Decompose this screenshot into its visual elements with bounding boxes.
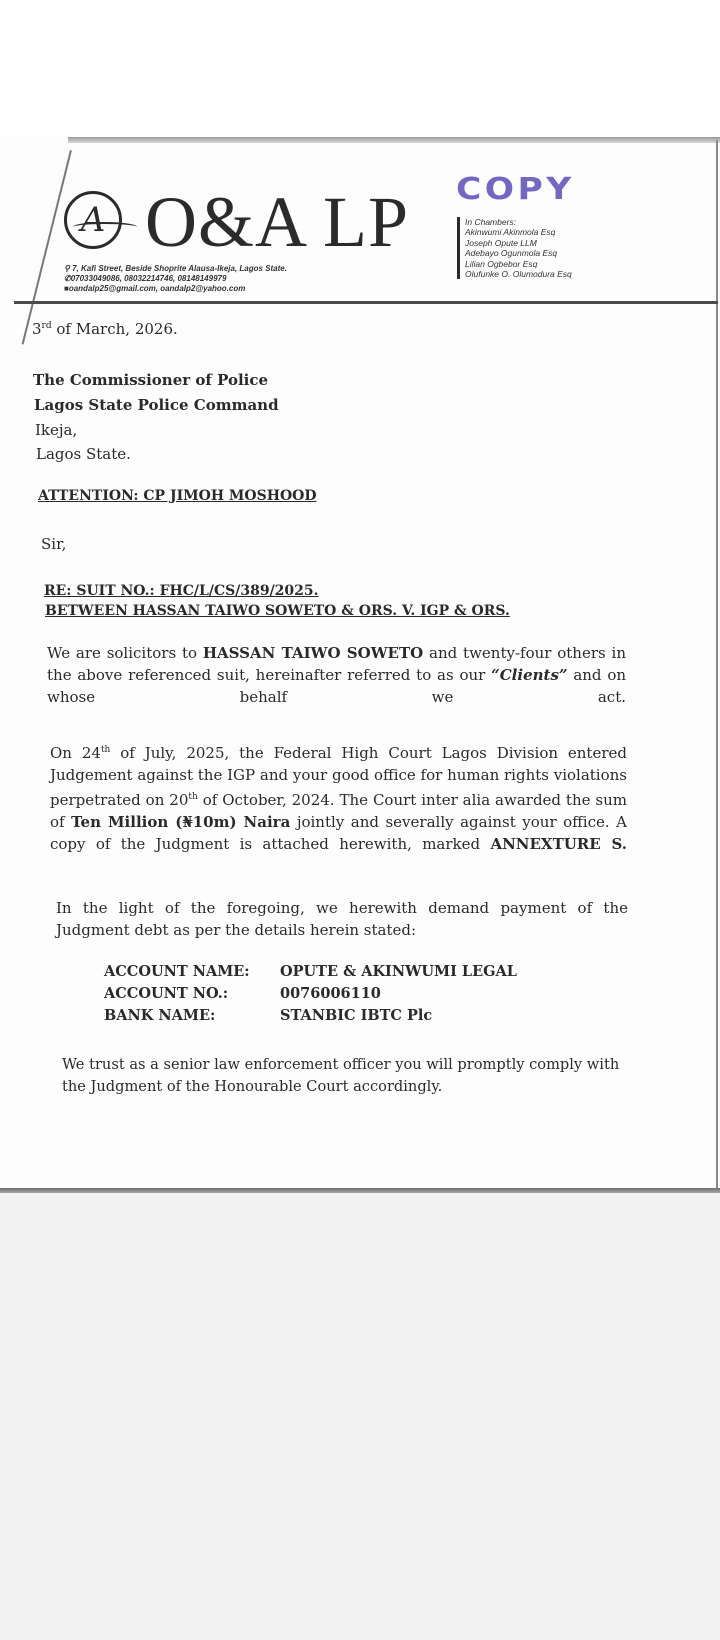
attention-line: ATTENTION: CP JIMOH MOSHOOD bbox=[38, 488, 317, 504]
recipient-line: Lagos State Police Command bbox=[34, 396, 279, 414]
chambers-member: Joseph Opute LLM bbox=[465, 237, 537, 248]
p2-sup: th bbox=[188, 792, 198, 802]
bank-name-value: STANBIC IBTC Plc bbox=[280, 1007, 433, 1024]
salutation: Sir, bbox=[41, 535, 67, 553]
p1-client-name: HASSAN TAIWO SOWETO bbox=[202, 644, 424, 662]
account-name-label: ACCOUNT NAME: bbox=[104, 963, 250, 980]
p2-text: of July, 2025, the Federal High Court Lagos Division entered Judgement against the IGP and your good office for human rights violations perpetrated on 20 bbox=[50, 744, 627, 809]
chambers-member: Akinwumi Akinmola Esq bbox=[465, 227, 556, 238]
paragraph-closing: We trust as a senior law enforcement officer you will promptly comply with the Judgment of the Honourable Court accordingly. bbox=[62, 1056, 620, 1095]
chambers-heading: In Chambers: bbox=[465, 217, 517, 227]
p2-text: of October, 2024. The Court inter alia awarded the sum of bbox=[50, 791, 627, 831]
firm-logo bbox=[64, 191, 122, 249]
date-rest: of March, 2026. bbox=[51, 320, 178, 338]
address-line: ⚲ 7, Kafi Street, Beside Shoprite Alausa-Ikeja, Lagos State. bbox=[64, 264, 287, 273]
date-day: 3 bbox=[32, 320, 42, 338]
chambers-member: Olufunke O. Olumodura Esq bbox=[465, 269, 572, 280]
account-number-row bbox=[104, 985, 381, 1002]
p2-text: On 24 bbox=[50, 744, 101, 762]
re-parties: BETWEEN HASSAN TAIWO SOWETO & ORS. V. IGP & ORS. bbox=[45, 603, 510, 619]
sheet-right-edge bbox=[716, 140, 718, 1190]
phone-line: ✆07033049086, 08032214746, 08148149979 bbox=[64, 274, 227, 283]
firm-address bbox=[64, 264, 364, 294]
paragraph-demand: In the light of the foregoing, we herewith demand payment of the Judgment debt as per the details herein stated: bbox=[56, 899, 628, 939]
bank-name-label: BANK NAME: bbox=[104, 1007, 216, 1024]
account-number-label: ACCOUNT NO.: bbox=[104, 985, 229, 1002]
p2-award-amount: Ten Million (₦10m) Naira bbox=[71, 813, 291, 831]
p1-text: and on whose behalf we act. bbox=[47, 666, 627, 706]
re-suit-number: RE: SUIT NO.: FHC/L/CS/389/2025. bbox=[44, 583, 319, 599]
firm-name: O&A LP bbox=[145, 182, 410, 262]
background-area bbox=[0, 1192, 720, 1640]
letter-date bbox=[32, 320, 178, 338]
bank-name-row bbox=[104, 1007, 433, 1024]
copy-stamp: COPY bbox=[456, 172, 575, 207]
paragraph-judgement bbox=[50, 739, 627, 855]
account-name-row bbox=[104, 963, 517, 980]
account-name-value: OPUTE & AKINWUMI LEGAL bbox=[280, 963, 517, 980]
p2-text: jointly and severally against your office. A copy of the Judgment is attached herewith, marked bbox=[50, 813, 627, 853]
chambers-list bbox=[457, 217, 615, 279]
p1-clients-term: “Clients” bbox=[491, 666, 568, 684]
logo-letter: A bbox=[80, 200, 106, 240]
recipient-line: The Commissioner of Police bbox=[33, 371, 269, 389]
email-line: ■oandalp25@gmail.com, oandalp2@yahoo.com bbox=[64, 284, 246, 293]
sheet-bottom-edge bbox=[0, 1188, 720, 1193]
date-suffix: rd bbox=[41, 321, 52, 331]
p1-text: We are solicitors to bbox=[47, 644, 203, 662]
p1-text: and twenty-four others in the above referenced suit, hereinafter referred to as our bbox=[47, 644, 626, 684]
p2-annexure: ANNEXTURE S. bbox=[490, 835, 628, 853]
account-number-value: 0076006110 bbox=[280, 985, 381, 1002]
paragraph-clients bbox=[47, 642, 626, 708]
p2-sup: th bbox=[100, 745, 111, 755]
logo-swash bbox=[73, 222, 137, 232]
sheet-top-edge bbox=[68, 137, 720, 143]
chambers-member: Adebayo Ogunmola Esq bbox=[465, 248, 558, 259]
recipient-line: Ikeja, bbox=[35, 421, 78, 439]
chambers-member: Lilian Ogbebor Esq bbox=[465, 258, 538, 269]
letterhead-divider bbox=[14, 301, 718, 304]
recipient-line: Lagos State. bbox=[36, 445, 131, 463]
